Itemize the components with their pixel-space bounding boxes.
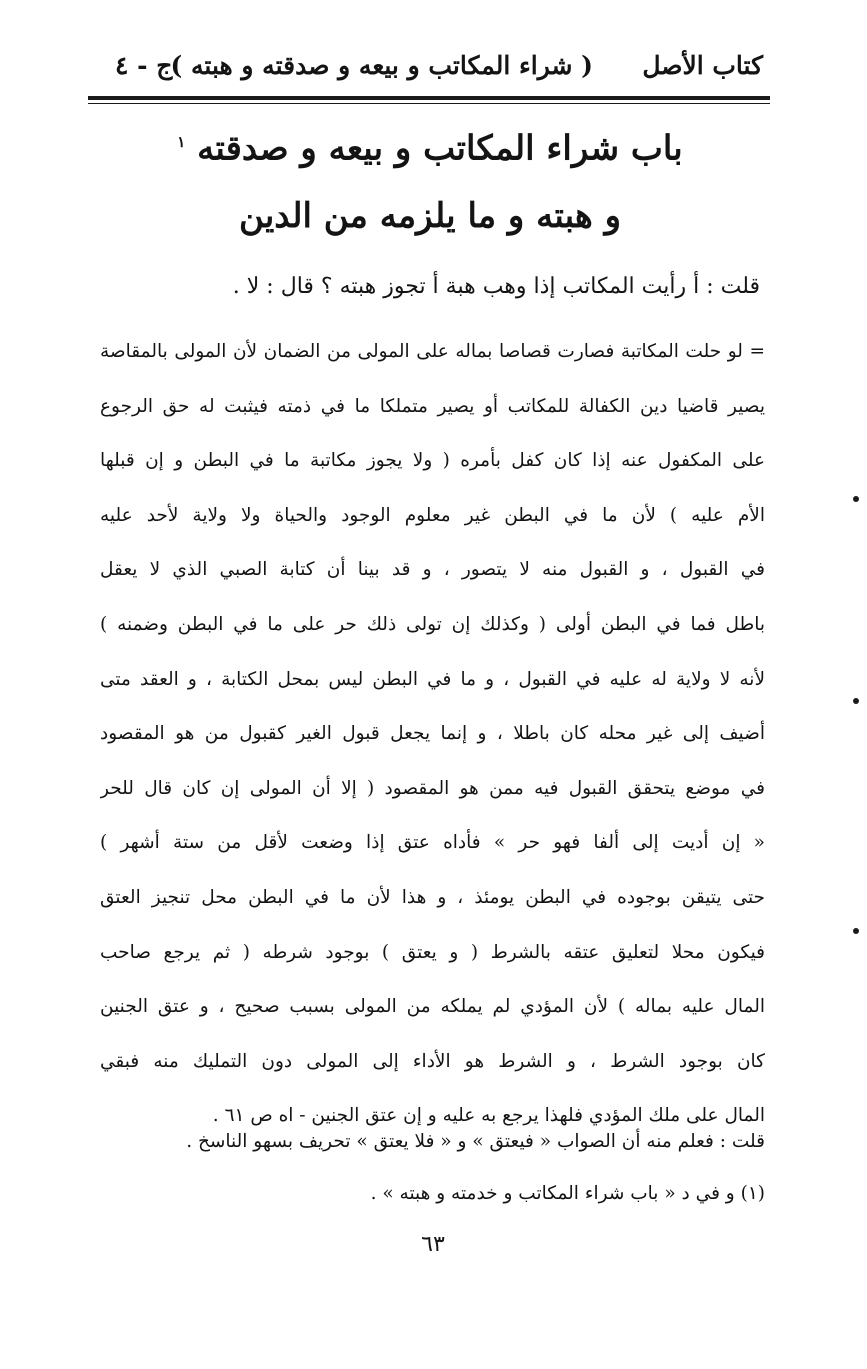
commentary-line: لأنه لا ولاية له عليه في القبول ، و ما في البطن ليس بمحل الكتابة ، و العقد متى (100, 668, 765, 690)
footnote-marker: ١ (177, 133, 186, 151)
header-rule-thin (88, 103, 770, 104)
question-paragraph: قلت : أ رأيت المكاتب إذا وهب هبة أ تجوز هبته ؟ قال : لا . (232, 274, 760, 299)
commentary-line: في موضع يتحقق القبول فيه ممن هو المقصود ( إلا أن المولى إن كان قال للحر (100, 777, 765, 799)
commentary-line: « إن أديت إلى ألفا فهو حر » فأداه عتق إذا وضعت لأقل من ستة أشهر ) (100, 832, 765, 854)
commentary-line: حتى يتيقن بوجوده في البطن يومئذ ، و هذا لأن ما في البطن محل تنجيز العتق (100, 886, 765, 908)
header-rule-thick (88, 96, 770, 100)
commentary-line: المال على ملك المؤدي فلهذا يرجع به عليه و إن عتق الجنين - اه ص ٦١ . (212, 1105, 765, 1127)
commentary-line: كان بوجود الشرط ، و الشرط هو الأداء إلى المولى دون التمليك منه فبقي (100, 1050, 765, 1072)
running-header (95, 44, 763, 88)
commentary-line: على المكفول عنه إذا كان كفل بأمره ( ولا يجوز مكاتبة ما في البطن و إن قبلها (100, 450, 765, 472)
header-book-title: كتاب الأصل (642, 51, 763, 80)
commentary-line: فيكون محلا لتعليق عتقه بالشرط ( و يعتق ) بوجود شرطه ( ثم يرجع صاحب (100, 941, 765, 963)
commentary-line: باطل فما في البطن أولى ( وكذلك إن تولى ذلك حر على ما في البطن وضمنه ) (100, 613, 765, 635)
chapter-title-line-1 (110, 117, 750, 173)
margin-speck (853, 496, 859, 502)
footnote-text: (١) و في د « باب شراء المكاتب و خدمته و هبته » . (370, 1183, 765, 1204)
commentary-line: = لو حلت المكاتبة فصارت قصاصا بماله على المولى من الضمان لأن المولى بالمقاصة (100, 341, 765, 362)
commentary-line: يصير قاضيا دين الكفالة للمكاتب أو يصير متملكا ما في ذمته فيثبت له حق الرجوع (100, 395, 765, 417)
header-section-title: ( شراء المكاتب و بيعه و صدقته و هبته ) (170, 51, 593, 80)
chapter-title-line-2: و هبته و ما يلزمه من الدين (238, 196, 622, 236)
margin-speck (853, 928, 859, 934)
commentary-line: في القبول ، و القبول منه لا يتصور ، و قد بينا أن كتابة الصبي الذي لا يعقل (100, 559, 765, 581)
chapter-title-text-1: باب شراء المكاتب و بيعه و صدقته (197, 128, 683, 169)
commentary-line: المال عليه بماله ) لأن المؤدي لم يملكه من المولى بسبب صحيح ، و عتق الجنين (100, 996, 765, 1018)
header-volume-number: ج - ٤ (115, 51, 173, 80)
commentary-line: الأم عليه ) لأن ما في البطن غير معلوم الوجود والحياة ولا ولاية لأحد عليه (100, 504, 765, 526)
margin-speck (853, 698, 859, 704)
commentary-line: أضيف إلى غير محله كان باطلا ، و إنما يجعل قبول الغير كقبول من هو المقصود (100, 723, 765, 745)
page-number: ٦٣ (421, 1232, 445, 1257)
editor-correction-note: قلت : فعلم منه أن الصواب « فيعتق » و « فلا يعتق » تحريف بسهو الناسخ . (186, 1131, 765, 1152)
commentary-block (100, 332, 765, 1151)
